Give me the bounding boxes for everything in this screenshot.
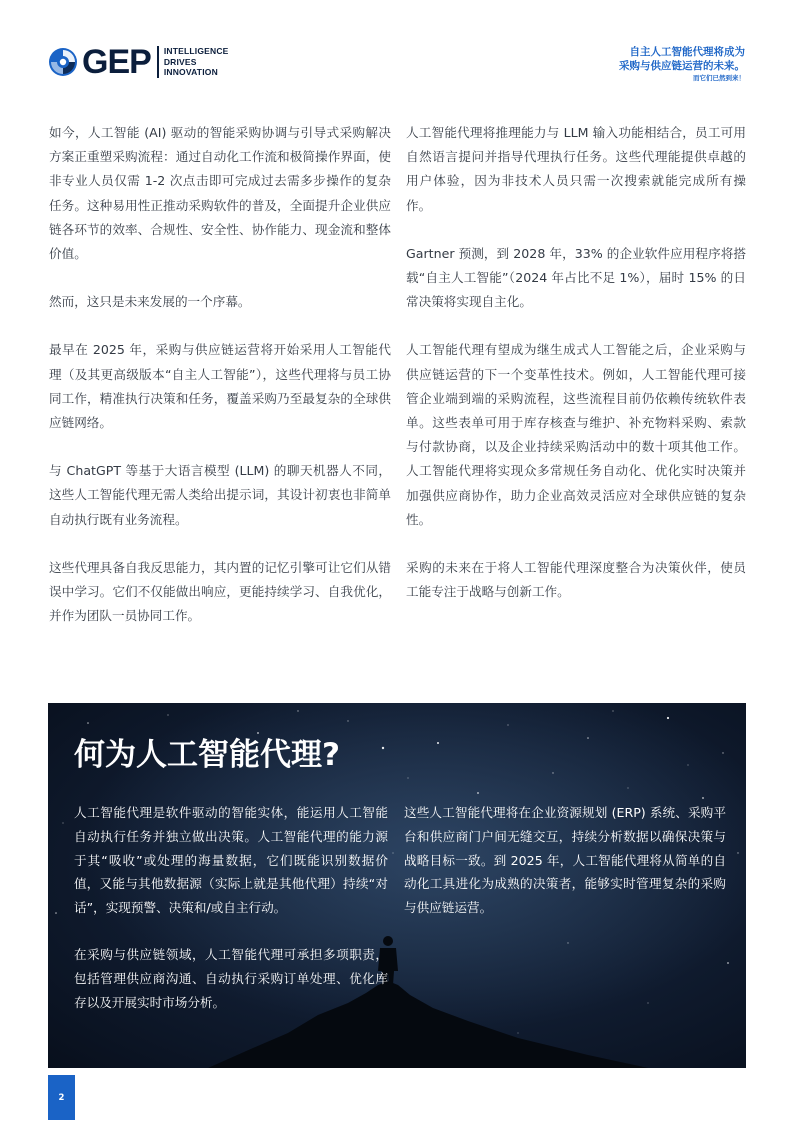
gep-swirl-icon bbox=[48, 47, 78, 77]
right-text-column bbox=[406, 121, 746, 628]
header-title-line: 自主人工智能代理将成为 bbox=[629, 46, 745, 58]
left-text-column bbox=[49, 121, 391, 652]
paragraph: 与 ChatGPT 等基于大语言模型 (LLM) 的聊天机器人不同，这些人工智能代理无需人类给出提示词，其设计初衷也非简单自动执行既有业务流程。 bbox=[49, 463, 391, 527]
paragraph: 采购的未来在于将人工智能代理深度整合为决策伙伴，使员工能专注于战略与创新工作。 bbox=[406, 560, 746, 600]
header-title-block bbox=[619, 45, 745, 83]
paragraph: Gartner 预测，到 2028 年，33% 的企业软件应用程序将搭载“自主人工智能”（2024 年占比不足 1%），届时 15% 的日常决策将实现自主化。 bbox=[406, 245, 746, 310]
feature-right-column bbox=[404, 801, 726, 943]
logo-tagline-line: INNOVATION bbox=[163, 67, 218, 78]
paragraph: 最早在 2025 年，采购与供应链运营将开始采用人工智能代理（及其更高级版本“自主人工智能”），这些代理将与员工协同工作，精准执行决策和任务，覆盖采购乃至最复杂的全球供应链网络。 bbox=[49, 342, 391, 431]
paragraph: 人工智能代理有望成为继生成式人工智能之后，企业采购与供应链运营的下一个变革性技术。例如，人工智能代理可接管企业端到端的采购流程，这些流程目前仍依赖传统软件表单。这些表单可用于库存核查与维护、补充物料采购、索款与付款协商，以及企业持续采购活动中的数十项其他工作。人工智能代理将实现众多常规任务自动化、优化实时决策并加强供应商协作，助力企业高效灵活应对全球供应链的复杂性。 bbox=[406, 342, 746, 527]
logo-divider bbox=[157, 46, 159, 78]
feature-box bbox=[48, 703, 746, 1068]
page-number: 2 bbox=[48, 1075, 75, 1120]
logo-tagline-line: DRIVES bbox=[163, 56, 197, 67]
header-subtitle: 而它们已然到来！ bbox=[693, 74, 745, 82]
feature-title: 何为人工智能代理? bbox=[74, 737, 340, 773]
gep-logo bbox=[48, 44, 229, 80]
header-title-line: 采购与供应链运营的未来。 bbox=[619, 60, 745, 72]
paragraph: 然而，这只是未来发展的一个序幕。 bbox=[49, 294, 251, 310]
logo-wordmark: GEP bbox=[82, 43, 151, 81]
feature-left-column bbox=[74, 801, 388, 1037]
feature-paragraph: 在采购与供应链领域，人工智能代理可承担多项职责，包括管理供应商沟通、自动执行采购订单处理、优化库存以及开展实时市场分析。 bbox=[74, 946, 388, 1010]
feature-paragraph: 这些人工智能代理将在企业资源规划 (ERP) 系统、采购平台和供应商门户间无缝交互，持续分析数据以确保决策与战略目标一致。到 2025 年，人工智能代理将从简单的自动化工具进化为成熟的决策者，能够实时管理复杂的采购与供应链运营。 bbox=[404, 805, 726, 916]
feature-paragraph: 人工智能代理是软件驱动的智能实体，能运用人工智能自动执行任务并独立做出决策。人工智能代理的能力源于其“吸收”或处理的海量数据，它们既能识别数据价值，又能与其他数据源（实际上就是其他代理）持续“对话”，实现预警、决策和/或自主行动。 bbox=[74, 805, 388, 916]
logo-tagline bbox=[164, 46, 229, 78]
paragraph: 如今，人工智能 (AI) 驱动的智能采购协调与引导式采购解决方案正重塑采购流程：通过自动化工作流和极简操作界面，使非专业人员仅需 1-2 次点击即可完成过去需多步操作的复杂任务。这种易用性正推动采购软件的普及，全面提升企业供应链各环节的效率、合规性、安全性、协作能力、现金流和整体价值。 bbox=[49, 125, 391, 262]
paragraph: 人工智能代理将推理能力与 LLM 输入功能相结合，员工可用自然语言提问并指导代理执行任务。这些代理能提供卓越的用户体验，因为非技术人员只需一次搜索就能完成所有操作。 bbox=[406, 125, 746, 213]
logo-tagline-line: INTELLIGENCE bbox=[163, 46, 229, 57]
paragraph: 这些代理具备自我反思能力，其内置的记忆引擎可让它们从错误中学习。它们不仅能做出响应，更能持续学习、自我优化，并作为团队一员协同工作。 bbox=[49, 559, 391, 624]
